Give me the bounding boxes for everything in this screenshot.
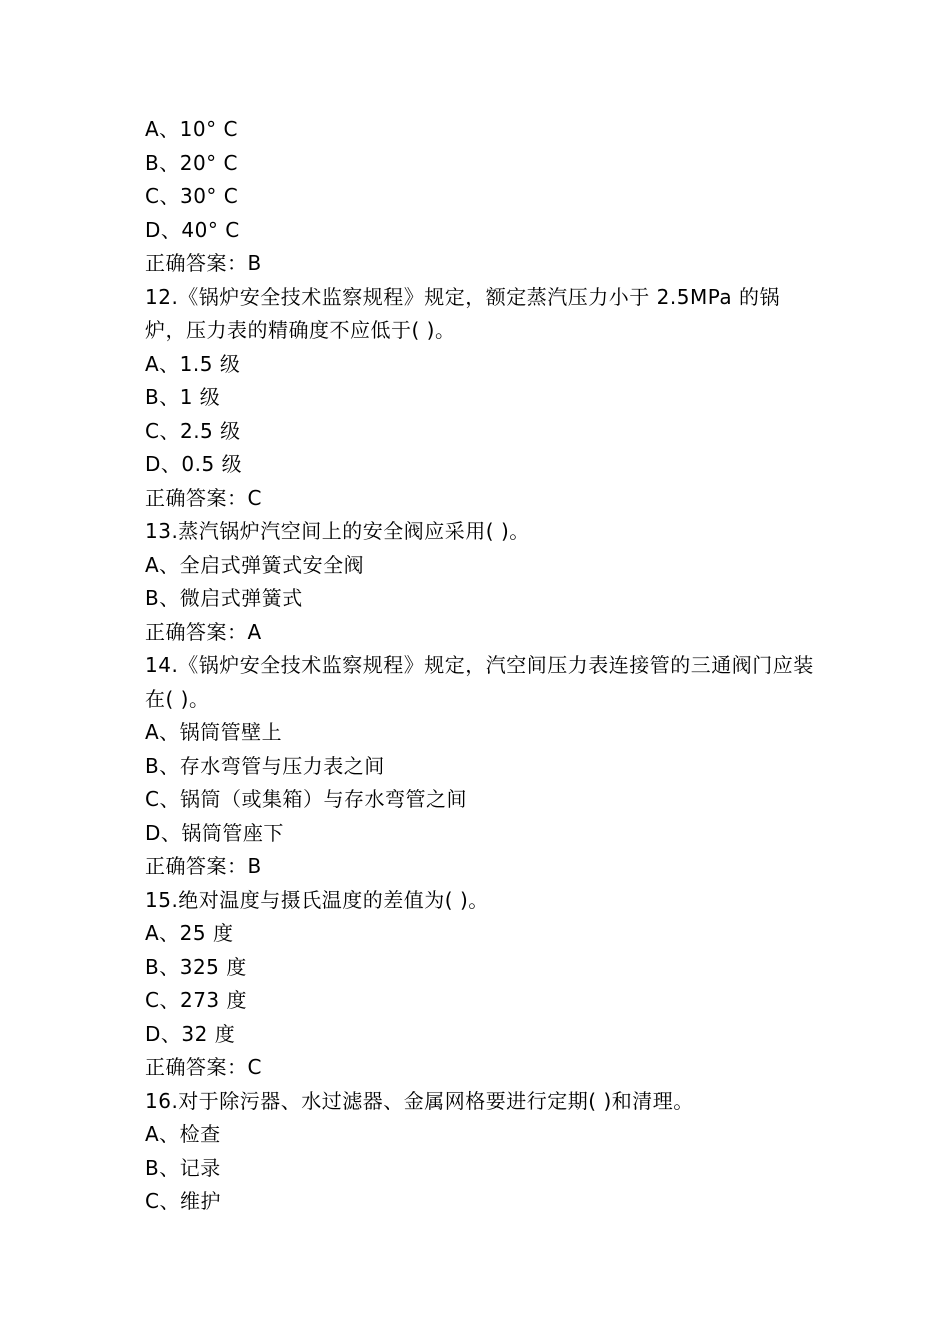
option-line: A、25 度 — [145, 921, 234, 945]
option-line: D、0.5 级 — [145, 452, 243, 476]
option-line: D、40° C — [145, 217, 240, 242]
question-text: 14.《锅炉安全技术监察规程》规定，汽空间压力表连接管的三通阀门应装在( )。 — [145, 653, 814, 711]
option-line: C、锅筒（或集箱）与存水弯管之间 — [145, 787, 467, 811]
answer-line: 正确答案：C — [145, 1055, 262, 1079]
answer-line: 正确答案：B — [145, 854, 262, 878]
option-line: B、20° C — [145, 150, 238, 175]
option-line: B、1 级 — [145, 385, 221, 409]
option-line: A、10° C — [145, 117, 238, 141]
option-line: C、273 度 — [145, 988, 247, 1012]
answer-line: 正确答案：A — [145, 619, 262, 644]
option-line: C、30° C — [145, 184, 239, 208]
question-text: 16.对于除污器、水过滤器、金属网格要进行定期( )和清理。 — [145, 1088, 694, 1113]
question-text: 13.蒸汽锅炉汽空间上的安全阀应采用( )。 — [145, 519, 530, 543]
option-line: B、存水弯管与压力表之间 — [145, 753, 385, 778]
option-line: B、微启式弹簧式 — [145, 586, 303, 610]
answer-line: 正确答案：B — [145, 251, 262, 275]
option-line: D、锅筒管座下 — [145, 820, 284, 845]
option-line: A、检查 — [145, 1122, 221, 1146]
question-list — [145, 113, 815, 1219]
option-line: C、2.5 级 — [145, 418, 241, 443]
option-line: C、维护 — [145, 1189, 221, 1213]
option-line: B、325 度 — [145, 954, 247, 979]
question-text: 12.《锅炉安全技术监察规程》规定，额定蒸汽压力小于 2.5MPa 的锅炉，压力表的精确度不应低于( )。 — [145, 284, 781, 342]
option-line: A、全启式弹簧式安全阀 — [145, 552, 365, 577]
option-line: B、记录 — [145, 1155, 221, 1180]
option-line: A、锅筒管壁上 — [145, 720, 283, 744]
option-line: D、32 度 — [145, 1021, 236, 1046]
question-text: 15.绝对温度与摄氏温度的差值为( )。 — [145, 887, 489, 912]
option-line: A、1.5 级 — [145, 351, 241, 376]
answer-line: 正确答案：C — [145, 485, 262, 510]
